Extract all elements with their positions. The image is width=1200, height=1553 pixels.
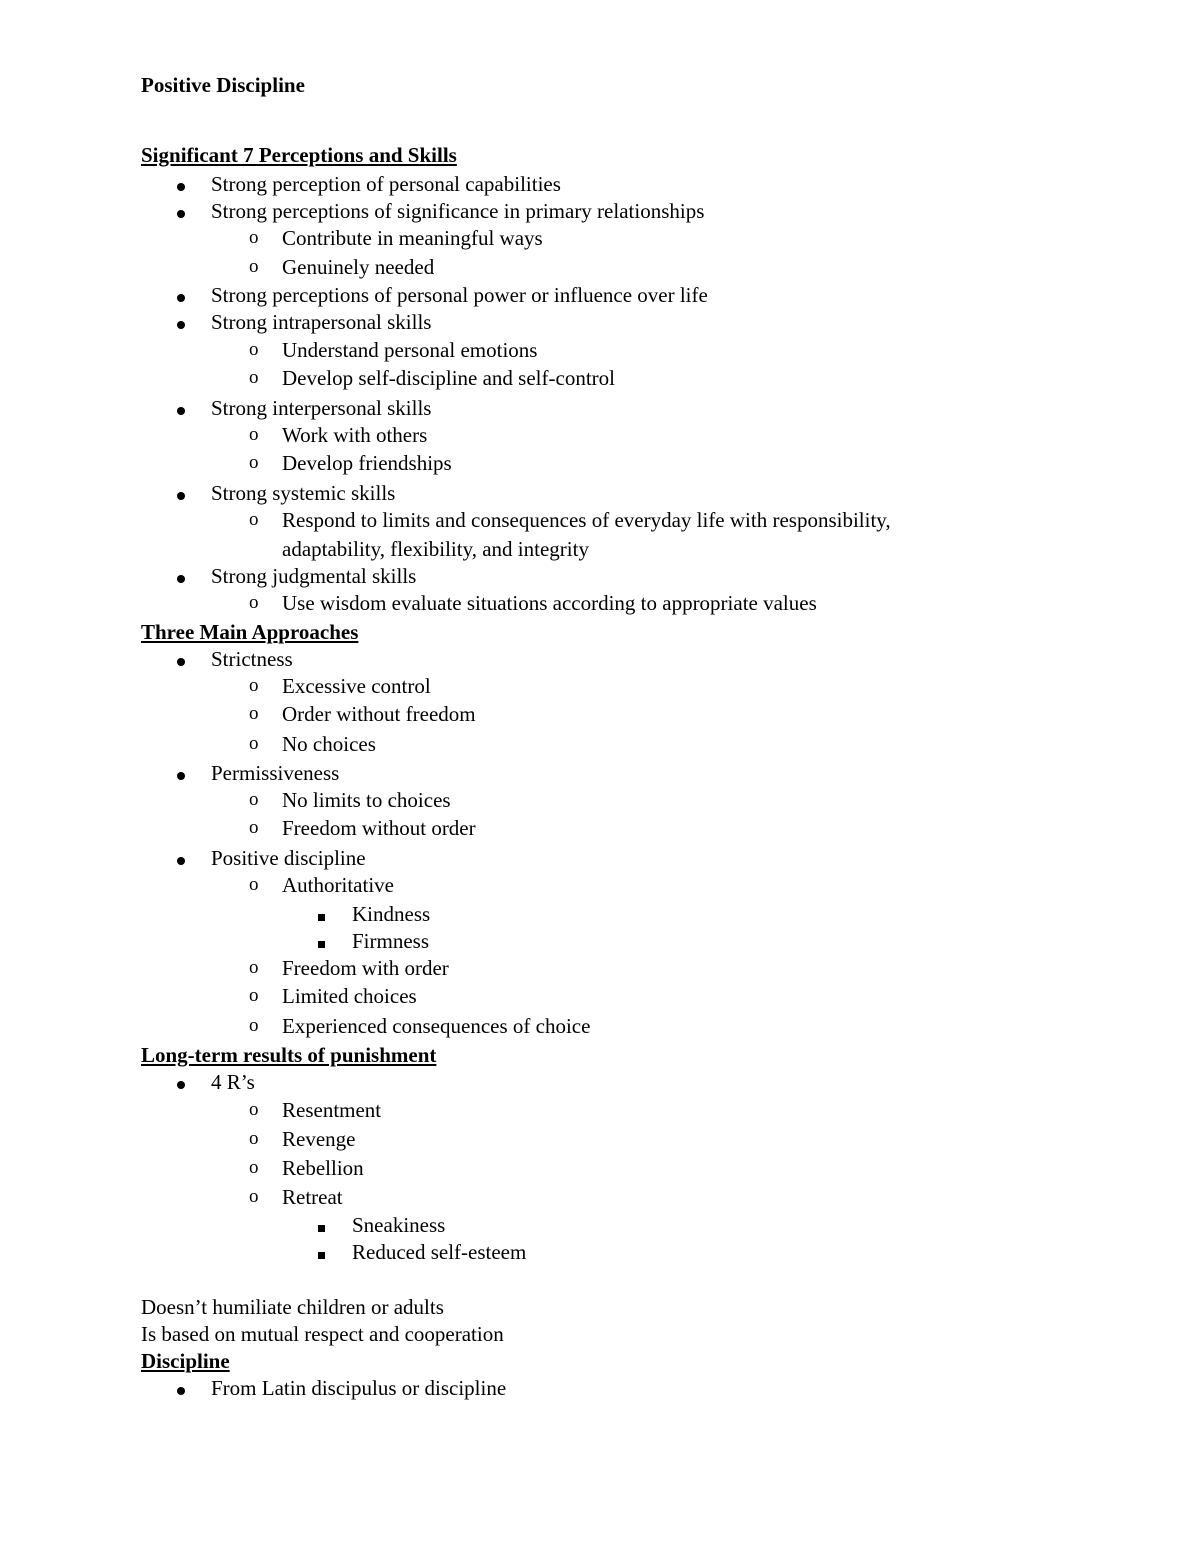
sub-list-item: Freedom without order [282,816,476,840]
section-heading-significant-7: Significant 7 Perceptions and Skills [141,143,457,167]
sub-list-item: Contribute in meaningful ways [282,226,543,250]
bullet-icon [177,309,185,335]
bullet-icon [177,198,185,224]
document-title: Positive Discipline [141,73,305,97]
circle-bullet-icon: o [249,367,259,388]
list-item: Strong systemic skills [211,481,396,505]
square-bullet-icon [318,1239,325,1265]
circle-bullet-icon: o [249,874,259,895]
sub-list-item-continuation: adaptability, flexibility, and integrity [282,537,589,561]
circle-bullet-icon: o [249,509,259,530]
circle-bullet-icon: o [249,452,259,473]
square-bullet-icon [318,1212,325,1238]
sub-list-item: Work with others [282,423,428,447]
sub-list-item: Excessive control [282,674,431,698]
list-item: Permissiveness [211,761,340,785]
circle-bullet-icon: o [249,1099,259,1120]
sub-sub-list-item: Sneakiness [352,1213,446,1237]
section-heading-three-approaches: Three Main Approaches [141,620,359,644]
sub-sub-list-item: Firmness [352,929,430,953]
circle-bullet-icon: o [249,339,259,360]
bullet-icon [177,1375,185,1401]
bullet-icon [177,480,185,506]
sub-list-item: Understand personal emotions [282,338,538,362]
list-item: Strictness [211,647,293,671]
sub-list-item: Retreat [282,1185,343,1209]
sub-list-item: No choices [282,732,376,756]
list-item: Strong interpersonal skills [211,396,432,420]
list-item: Strong perception of personal capabilities [211,172,561,196]
circle-bullet-icon: o [249,789,259,810]
circle-bullet-icon: o [249,227,259,248]
sub-list-item: Develop self-discipline and self-control [282,366,615,390]
bullet-icon [177,563,185,589]
note-line: Doesn’t humiliate children or adults [141,1295,444,1319]
list-item: Strong judgmental skills [211,564,417,588]
sub-list-item: Freedom with order [282,956,449,980]
sub-list-item: Revenge [282,1127,356,1151]
sub-list-item: Experienced consequences of choice [282,1014,591,1038]
circle-bullet-icon: o [249,675,259,696]
sub-list-item: Rebellion [282,1156,364,1180]
bullet-icon [177,282,185,308]
list-item: From Latin discipulus or discipline [211,1376,507,1400]
square-bullet-icon [318,901,325,927]
sub-list-item: Authoritative [282,873,394,897]
circle-bullet-icon: o [249,424,259,445]
list-item: Strong perceptions of personal power or influence over life [211,283,708,307]
sub-sub-list-item: Kindness [352,902,431,926]
sub-list-item: Genuinely needed [282,255,435,279]
square-bullet-icon [318,928,325,954]
circle-bullet-icon: o [249,703,259,724]
circle-bullet-icon: o [249,733,259,754]
sub-list-item: Limited choices [282,984,417,1008]
list-item: Positive discipline [211,846,366,870]
circle-bullet-icon: o [249,985,259,1006]
list-item: Strong intrapersonal skills [211,310,432,334]
section-heading-long-term-results: Long-term results of punishment [141,1043,437,1067]
sub-list-item: Order without freedom [282,702,476,726]
bullet-icon [177,171,185,197]
bullet-icon [177,395,185,421]
list-item: 4 R’s [211,1070,255,1094]
circle-bullet-icon: o [249,1015,259,1036]
circle-bullet-icon: o [249,1157,259,1178]
sub-list-item: No limits to choices [282,788,451,812]
bullet-icon [177,646,185,672]
circle-bullet-icon: o [249,817,259,838]
sub-list-item: Use wisdom evaluate situations according to appropriate values [282,591,817,615]
sub-list-item: Resentment [282,1098,382,1122]
sub-list-item: Develop friendships [282,451,452,475]
bullet-icon [177,845,185,871]
bullet-icon [177,1069,185,1095]
sub-list-item: Respond to limits and consequences of everyday life with responsibility, [282,508,891,532]
circle-bullet-icon: o [249,1128,259,1149]
circle-bullet-icon: o [249,256,259,277]
circle-bullet-icon: o [249,1186,259,1207]
circle-bullet-icon: o [249,957,259,978]
section-heading-discipline: Discipline [141,1349,230,1373]
bullet-icon [177,760,185,786]
sub-sub-list-item: Reduced self-esteem [352,1240,527,1264]
note-line: Is based on mutual respect and cooperation [141,1322,504,1346]
circle-bullet-icon: o [249,592,259,613]
list-item: Strong perceptions of significance in primary relationships [211,199,705,223]
